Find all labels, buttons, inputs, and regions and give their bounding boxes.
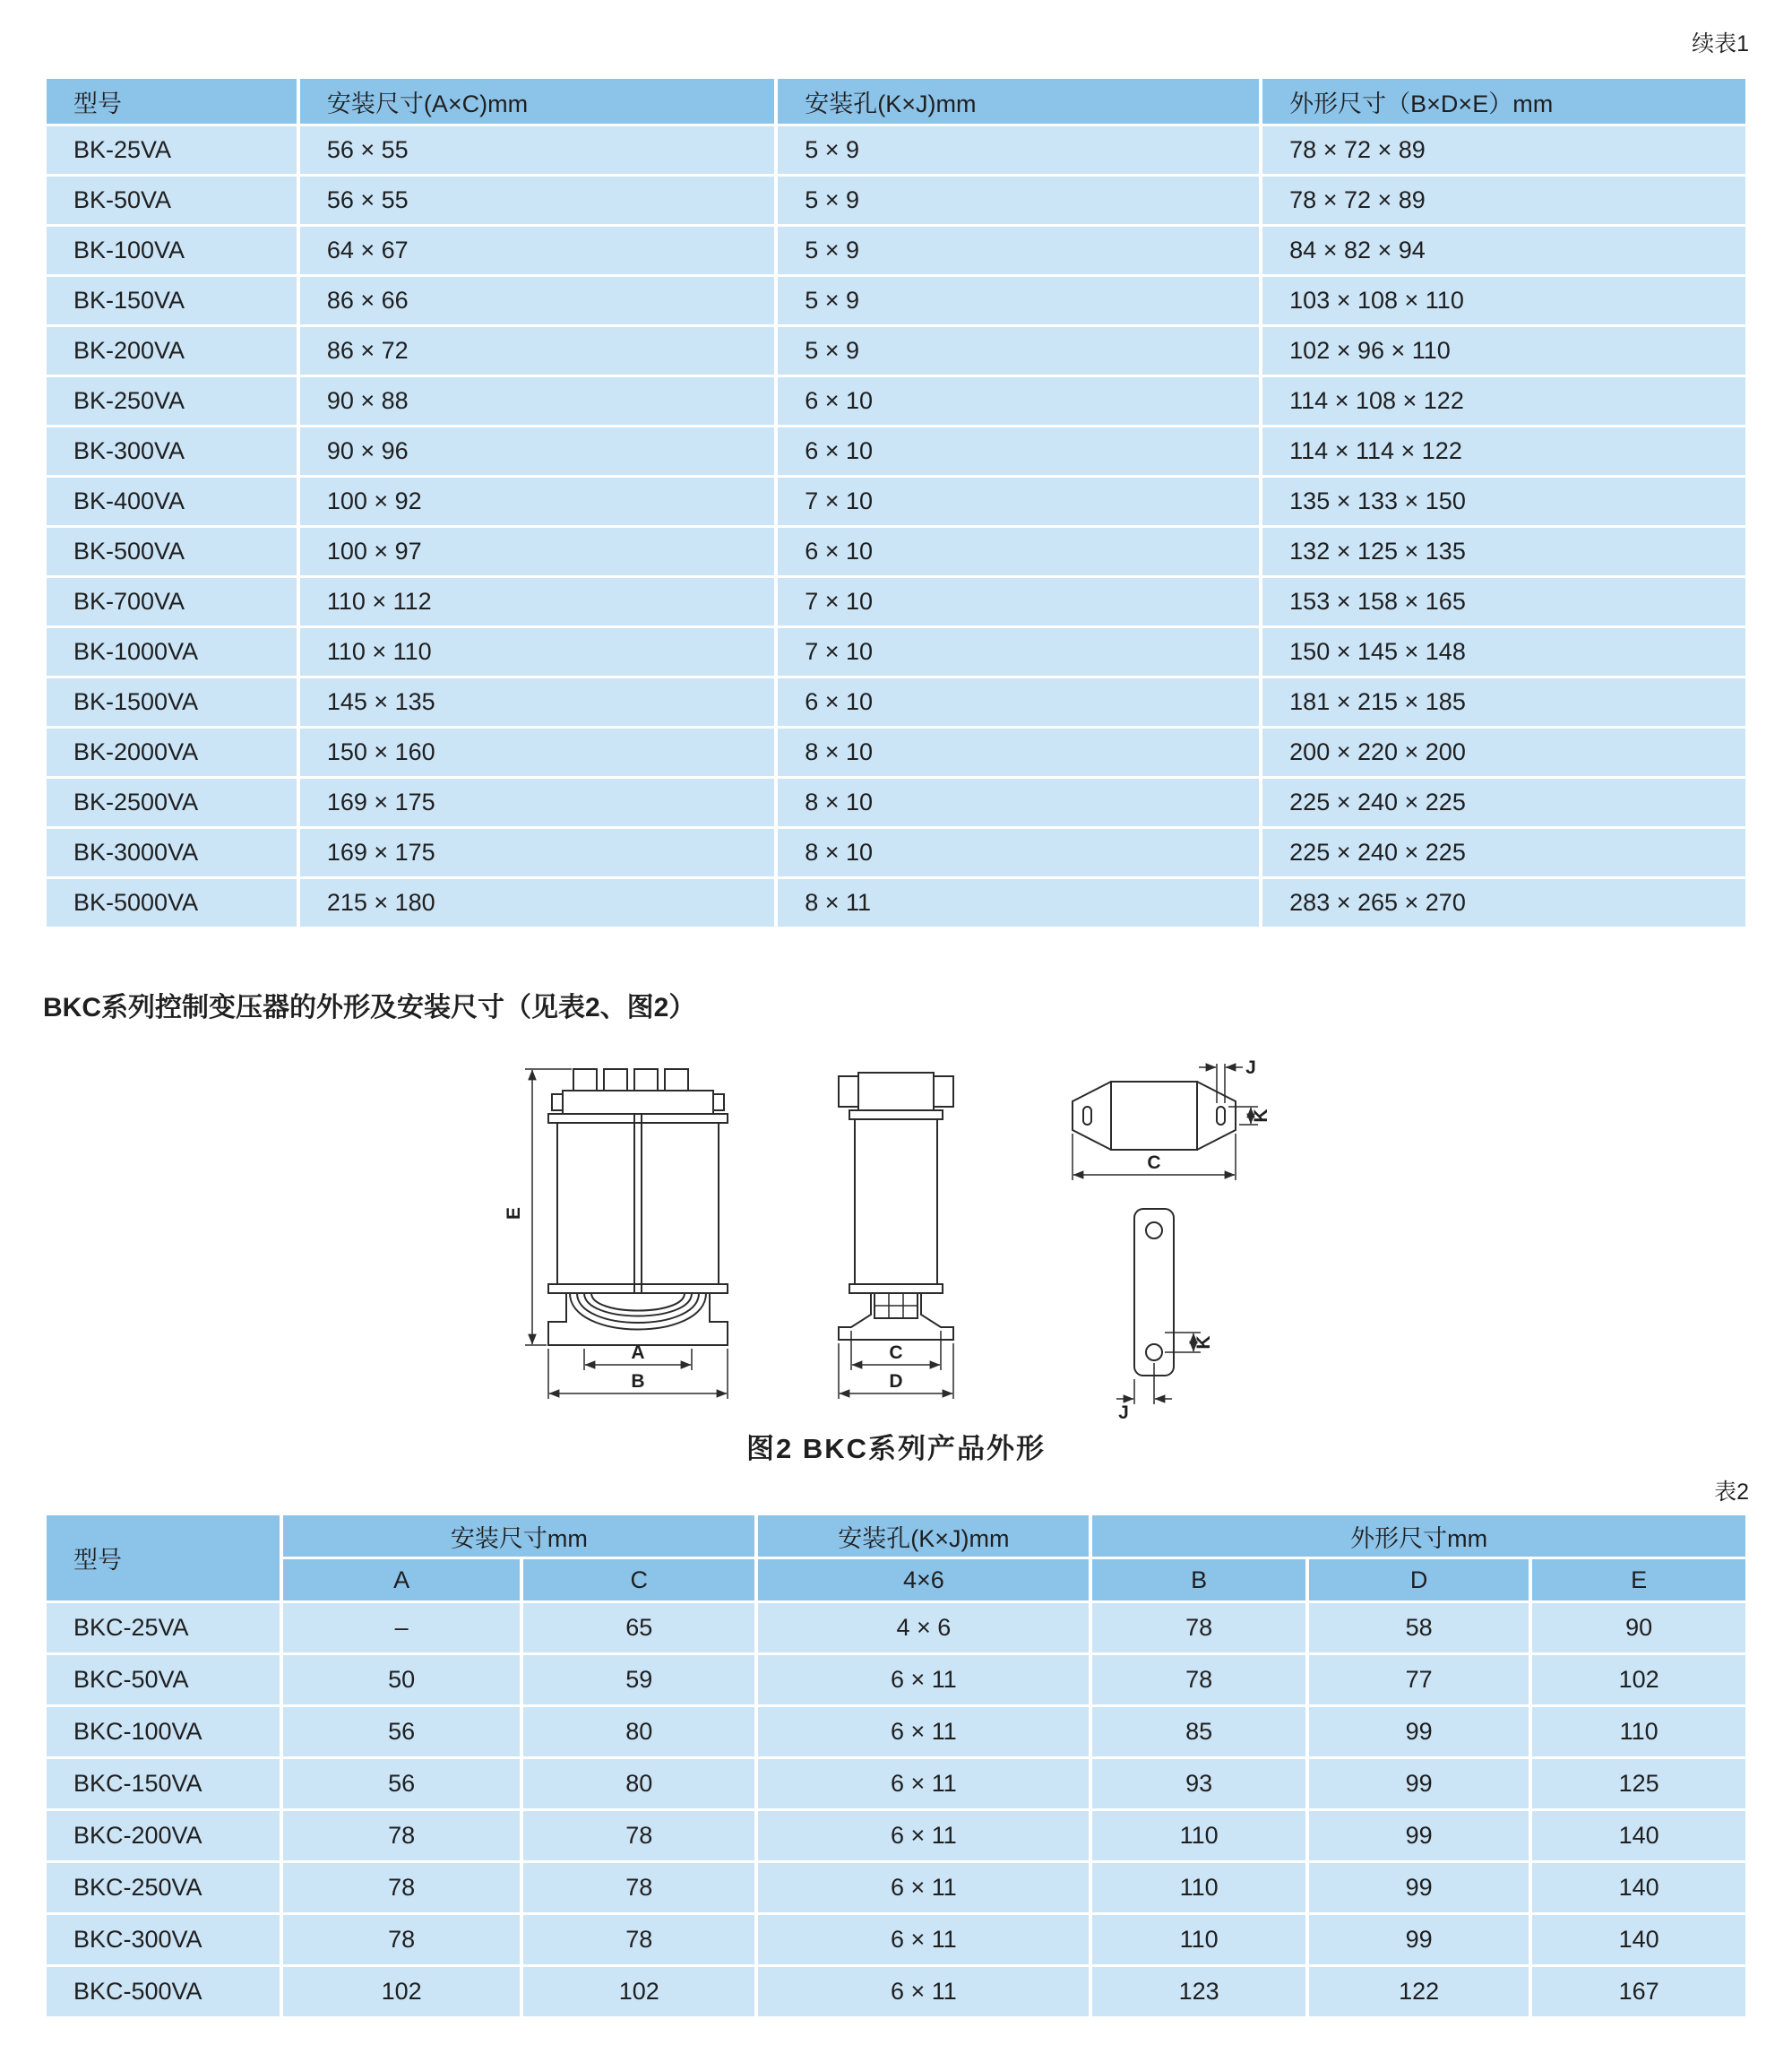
mount-cell: 145 × 135 <box>300 678 774 726</box>
mount-cell: 110 × 110 <box>300 628 774 676</box>
mount-cell: 150 × 160 <box>300 729 774 776</box>
table1-header-model: 型号 <box>47 79 297 124</box>
outline-cell: 225 × 240 × 225 <box>1262 779 1745 826</box>
hole-cell: 5 × 9 <box>778 227 1259 274</box>
plate-view <box>1116 1209 1214 1422</box>
b-cell: 110 <box>1092 1863 1305 1912</box>
dim-label-D: D <box>889 1371 903 1392</box>
hole-cell: 5 × 9 <box>778 126 1259 174</box>
mount-cell: 100 × 92 <box>300 478 774 525</box>
b-cell: 85 <box>1092 1707 1305 1756</box>
table2-header-mount-group: 安装尺寸mm <box>283 1515 754 1557</box>
dim-label-C-side: C <box>889 1342 903 1363</box>
mount-cell: 110 × 112 <box>300 578 774 626</box>
b-cell: 110 <box>1092 1811 1305 1860</box>
a-cell: 78 <box>283 1811 520 1860</box>
hole-cell: 6 × 10 <box>778 678 1259 726</box>
outline-cell: 225 × 240 × 225 <box>1262 829 1745 876</box>
model-cell: BK-100VA <box>47 227 297 274</box>
mount-cell: 215 × 180 <box>300 879 774 927</box>
e-cell: 125 <box>1532 1759 1745 1808</box>
hole-cell: 8 × 10 <box>778 779 1259 826</box>
d-cell: 99 <box>1309 1915 1529 1964</box>
mount-cell: 90 × 88 <box>300 377 774 425</box>
hole-cell: 7 × 10 <box>778 578 1259 626</box>
table1-header-outline: 外形尺寸（B×D×E）mm <box>1262 79 1745 124</box>
e-cell: 110 <box>1532 1707 1745 1756</box>
mount-cell: 64 × 67 <box>300 227 774 274</box>
table-row <box>47 478 1745 525</box>
c-cell: 65 <box>523 1603 754 1652</box>
b-cell: 110 <box>1092 1915 1305 1964</box>
c-cell: 80 <box>523 1707 754 1756</box>
figure-caption: 图2 BKC系列产品外形 <box>745 1433 1046 1464</box>
hole-cell: 7 × 10 <box>778 628 1259 676</box>
a-cell: 78 <box>283 1863 520 1912</box>
table2-header-model: 型号 <box>47 1515 280 1600</box>
b-cell: 93 <box>1092 1759 1305 1808</box>
subheader-e: E <box>1532 1559 1745 1600</box>
model-cell: BK-1000VA <box>47 628 297 676</box>
hole-cell: 8 × 11 <box>778 879 1259 927</box>
model-cell: BK-2500VA <box>47 779 297 826</box>
table-row <box>47 1707 1745 1756</box>
hole-cell: 6 × 10 <box>778 528 1259 575</box>
dim-label-J-top: J <box>1245 1057 1256 1078</box>
table-row <box>47 628 1745 676</box>
hole-cell: 5 × 9 <box>778 177 1259 224</box>
outline-cell: 135 × 133 × 150 <box>1262 478 1745 525</box>
hole-cell: 6 × 11 <box>758 1915 1089 1964</box>
d-cell: 99 <box>1309 1811 1529 1860</box>
outline-cell: 200 × 220 × 200 <box>1262 729 1745 776</box>
model-cell: BK-700VA <box>47 578 297 626</box>
table-row <box>47 1759 1745 1808</box>
model-cell: BKC-200VA <box>47 1811 280 1860</box>
dim-label-E: E <box>504 1206 524 1221</box>
hole-cell: 6 × 10 <box>778 377 1259 425</box>
hole-cell: 7 × 10 <box>778 478 1259 525</box>
a-cell: 50 <box>283 1655 520 1704</box>
table2-label: 表2 <box>1714 1480 1749 1505</box>
figure-bkc-outline <box>43 1055 1749 1422</box>
a-cell: 56 <box>283 1759 520 1808</box>
a-cell: 56 <box>283 1707 520 1756</box>
hole-cell: 6 × 11 <box>758 1759 1089 1808</box>
dim-label-A: A <box>631 1342 645 1363</box>
model-cell: BKC-300VA <box>47 1915 280 1964</box>
model-cell: BK-5000VA <box>47 879 297 927</box>
b-cell: 78 <box>1092 1603 1305 1652</box>
hole-cell: 5 × 9 <box>778 327 1259 375</box>
table1-continued-label: 续表1 <box>1692 31 1749 56</box>
table-row <box>47 126 1745 174</box>
mount-cell: 100 × 97 <box>300 528 774 575</box>
hole-cell: 6 × 11 <box>758 1811 1089 1860</box>
table-row <box>47 1811 1745 1860</box>
model-cell: BKC-150VA <box>47 1759 280 1808</box>
subheader-a: A <box>283 1559 520 1600</box>
subheader-d: D <box>1309 1559 1529 1600</box>
dim-label-B: B <box>631 1371 645 1392</box>
table-header-row <box>47 79 1745 124</box>
c-cell: 78 <box>523 1863 754 1912</box>
outline-cell: 78 × 72 × 89 <box>1262 126 1745 174</box>
mount-cell: 169 × 175 <box>300 779 774 826</box>
subheader-hole: 4×6 <box>758 1559 1089 1600</box>
d-cell: 58 <box>1309 1603 1529 1652</box>
mount-cell: 86 × 72 <box>300 327 774 375</box>
table-row <box>47 879 1745 927</box>
outline-cell: 283 × 265 × 270 <box>1262 879 1745 927</box>
hole-cell: 5 × 9 <box>778 277 1259 324</box>
model-cell: BK-50VA <box>47 177 297 224</box>
model-cell: BK-3000VA <box>47 829 297 876</box>
model-cell: BKC-100VA <box>47 1707 280 1756</box>
table-row <box>47 1915 1745 1964</box>
outline-cell: 84 × 82 × 94 <box>1262 227 1745 274</box>
model-cell: BK-150VA <box>47 277 297 324</box>
table-subheader-row <box>47 1559 1745 1600</box>
hole-cell: 6 × 11 <box>758 1967 1089 2016</box>
hole-cell: 6 × 11 <box>758 1707 1089 1756</box>
outline-cell: 114 × 108 × 122 <box>1262 377 1745 425</box>
outline-cell: 181 × 215 × 185 <box>1262 678 1745 726</box>
dim-label-C-top: C <box>1147 1152 1161 1173</box>
table-row <box>47 528 1745 575</box>
d-cell: 99 <box>1309 1707 1529 1756</box>
model-cell: BKC-500VA <box>47 1967 280 2016</box>
model-cell: BK-400VA <box>47 478 297 525</box>
table-row <box>47 1967 1745 2016</box>
table-row <box>47 277 1745 324</box>
table-row <box>47 578 1745 626</box>
table2-header-hole-group: 安装孔(K×J)mm <box>758 1515 1089 1557</box>
a-cell: 102 <box>283 1967 520 2016</box>
e-cell: 167 <box>1532 1967 1745 2016</box>
model-cell: BK-1500VA <box>47 678 297 726</box>
hole-cell: 6 × 11 <box>758 1863 1089 1912</box>
hole-cell: 8 × 10 <box>778 829 1259 876</box>
e-cell: 90 <box>1532 1603 1745 1652</box>
table-row <box>47 177 1745 224</box>
e-cell: 140 <box>1532 1811 1745 1860</box>
table-row <box>47 729 1745 776</box>
mount-cell: 56 × 55 <box>300 177 774 224</box>
table-row <box>47 1863 1745 1912</box>
table2-header-outline-group: 外形尺寸mm <box>1092 1515 1745 1557</box>
outline-cell: 103 × 108 × 110 <box>1262 277 1745 324</box>
table-row <box>47 327 1745 375</box>
e-cell: 102 <box>1532 1655 1745 1704</box>
e-cell: 140 <box>1532 1915 1745 1964</box>
outline-cell: 114 × 114 × 122 <box>1262 427 1745 475</box>
table-row <box>47 227 1745 274</box>
outline-cell: 78 × 72 × 89 <box>1262 177 1745 224</box>
model-cell: BK-300VA <box>47 427 297 475</box>
model-cell: BKC-250VA <box>47 1863 280 1912</box>
figure-drawings <box>484 1055 1308 1422</box>
c-cell: 59 <box>523 1655 754 1704</box>
dim-label-J-plate: J <box>1118 1402 1129 1422</box>
side-view <box>839 1073 953 1399</box>
table-row <box>47 377 1745 425</box>
model-cell: BK-25VA <box>47 126 297 174</box>
mount-cell: 169 × 175 <box>300 829 774 876</box>
section-title: BKC系列控制变压器的外形及安装尺寸（见表2、图2） <box>43 993 696 1022</box>
hole-cell: 6 × 10 <box>778 427 1259 475</box>
model-cell: BK-250VA <box>47 377 297 425</box>
outline-cell: 132 × 125 × 135 <box>1262 528 1745 575</box>
top-view <box>1073 1057 1271 1180</box>
table-row <box>47 1655 1745 1704</box>
model-cell: BK-200VA <box>47 327 297 375</box>
c-cell: 78 <box>523 1811 754 1860</box>
subheader-b: B <box>1092 1559 1305 1600</box>
bkc-series-dimension-table <box>43 1513 1749 2019</box>
b-cell: 78 <box>1092 1655 1305 1704</box>
model-cell: BK-2000VA <box>47 729 297 776</box>
table-row <box>47 779 1745 826</box>
d-cell: 77 <box>1309 1655 1529 1704</box>
mount-cell: 86 × 66 <box>300 277 774 324</box>
model-cell: BKC-50VA <box>47 1655 280 1704</box>
model-cell: BK-500VA <box>47 528 297 575</box>
mount-cell: 90 × 96 <box>300 427 774 475</box>
table1-header-mount: 安装尺寸(A×C)mm <box>300 79 774 124</box>
dim-label-K-plate: K <box>1193 1335 1214 1350</box>
c-cell: 80 <box>523 1759 754 1808</box>
table1-header-hole: 安装孔(K×J)mm <box>778 79 1259 124</box>
b-cell: 123 <box>1092 1967 1305 2016</box>
model-cell: BKC-25VA <box>47 1603 280 1652</box>
a-cell: 78 <box>283 1915 520 1964</box>
mount-cell: 56 × 55 <box>300 126 774 174</box>
subheader-c: C <box>523 1559 754 1600</box>
dim-label-K-top: K <box>1251 1109 1271 1123</box>
bk-series-dimension-table <box>43 76 1749 929</box>
front-view <box>504 1069 728 1399</box>
table-row <box>47 829 1745 876</box>
hole-cell: 8 × 10 <box>778 729 1259 776</box>
c-cell: 78 <box>523 1915 754 1964</box>
hole-cell: 6 × 11 <box>758 1655 1089 1704</box>
table-row <box>47 427 1745 475</box>
hole-cell: 4 × 6 <box>758 1603 1089 1652</box>
c-cell: 102 <box>523 1967 754 2016</box>
outline-cell: 102 × 96 × 110 <box>1262 327 1745 375</box>
outline-cell: 150 × 145 × 148 <box>1262 628 1745 676</box>
table-row <box>47 678 1745 726</box>
table-row <box>47 1603 1745 1652</box>
e-cell: 140 <box>1532 1863 1745 1912</box>
table-header-row <box>47 1515 1745 1557</box>
d-cell: 99 <box>1309 1863 1529 1912</box>
d-cell: 99 <box>1309 1759 1529 1808</box>
d-cell: 122 <box>1309 1967 1529 2016</box>
outline-cell: 153 × 158 × 165 <box>1262 578 1745 626</box>
a-cell: – <box>283 1603 520 1652</box>
